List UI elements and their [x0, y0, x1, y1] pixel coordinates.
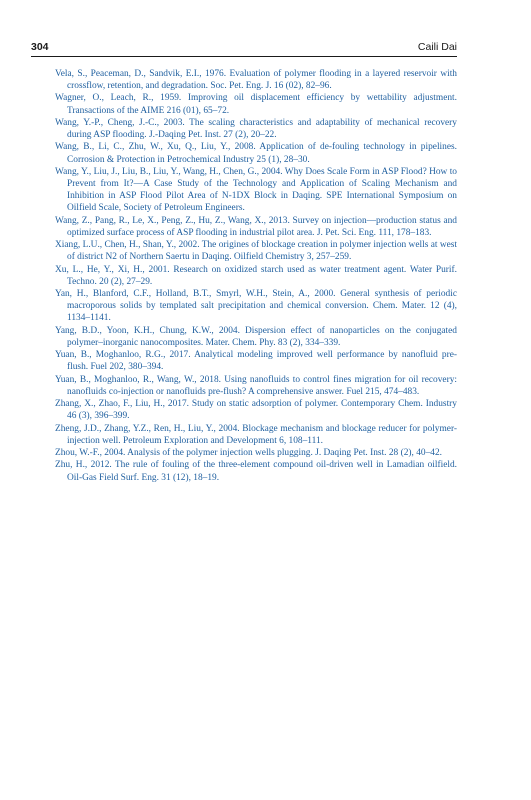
- reference-item[interactable]: Wang, Y., Liu, J., Liu, B., Liu, Y., Wang, H., Chen, G., 2004. Why Does Scale Form in ASP Flood? How to Prevent from It?—A Case Study of the Technology and Application of Scaling Mechanism and Inhibition in ASP Flood Pilot Area of N-1DX Block in Daqing. SPE International Symposium on Oilfield Scale, Society of Petroleum Engineers.: [55, 166, 457, 214]
- reference-item[interactable]: Wang, Z., Pang, R., Le, X., Peng, Z., Hu, Z., Wang, X., 2013. Survey on injection—production status and optimized surface process of ASP flooding in industrial pilot area. J. Pet. Sci. Eng. 111, 178–183.: [55, 215, 457, 238]
- reference-list: [55, 68, 457, 484]
- reference-item[interactable]: Yuan, B., Moghanloo, R.G., 2017. Analytical modeling improved well performance by nanofluid pre-flush. Fuel 202, 380–394.: [55, 350, 457, 373]
- running-head: Caili Dai: [417, 41, 457, 53]
- page-number: 304: [31, 41, 49, 53]
- reference-item[interactable]: Xu, L., He, Y., Xi, H., 2001. Research on oxidized starch used as water treatment agent. Water Purif. Techno. 20 (2), 27–29.: [55, 264, 457, 287]
- reference-item[interactable]: Zhang, X., Zhao, F., Liu, H., 2017. Study on static adsorption of polymer. Contemporary Chem. Industry 46 (3), 396–399.: [55, 399, 457, 422]
- reference-item[interactable]: Wang, Y.-P., Cheng, J.-C., 2003. The scaling characteristics and adaptability of mechanical recovery during ASP flooding. J.-Daqing Pet. Inst. 27 (2), 20–22.: [55, 117, 457, 141]
- reference-item[interactable]: Yuan, B., Moghanloo, R., Wang, W., 2018. Using nanofluids to control fines migration for oil recovery: nanofluids co-injection or nanofluids pre-flush? A comprehensive answer. Fuel 215, 474–483.: [55, 374, 457, 397]
- reference-item[interactable]: Wang, B., Li, C., Zhu, W., Xu, Q., Liu, Y., 2008. Application of de-fouling technology in pipelines. Corrosion & Protection in Petrochemical Industry 25 (1), 28–30.: [55, 142, 457, 165]
- reference-item[interactable]: Xiang, L.U., Chen, H., Shan, Y., 2002. The origines of blockage creation in polymer injection wells at west of district N2 of Northern Saertu in Daqing. Oilfield Chemistry 3, 257–259.: [55, 240, 457, 263]
- reference-item[interactable]: Zhou, W.-F., 2004. Analysis of the polymer injection wells plugging. J. Daqing Pet. Inst. 28 (2), 40–42.: [55, 448, 442, 459]
- reference-item[interactable]: Yan, H., Blanford, C.F., Holland, B.T., Smyrl, W.H., Stein, A., 2000. General synthesis of periodic macroporous solids by templated salt precipitation and chemical conversion. Chem. Mater. 12 (4), 1134–1141.: [55, 289, 457, 324]
- reference-item[interactable]: Wagner, O., Leach, R., 1959. Improving oil displacement efficiency by wettability adjustment. Transactions of the AIME 216 (01), 65–72.: [55, 93, 457, 116]
- page-header: [31, 40, 457, 57]
- reference-item[interactable]: Zheng, J.D., Zhang, Y.Z., Ren, H., Liu, Y., 2004. Blockage mechanism and blockage reducer for polymer-injection well. Petroleum Exploration and Development 6, 108–111.: [55, 423, 457, 446]
- reference-item[interactable]: Vela, S., Peaceman, D., Sandvik, E.I., 1976. Evaluation of polymer flooding in a layered reservoir with crossflow, retention, and degradation. Soc. Pet. Eng. J. 16 (02), 82–96.: [55, 69, 457, 92]
- reference-item[interactable]: Yang, B.D., Yoon, K.H., Chung, K.W., 2004. Dispersion effect of nanoparticles on the conjugated polymer–inorganic nanocomposites. Mater. Chem. Phy. 83 (2), 334–339.: [55, 325, 457, 348]
- reference-item[interactable]: Zhu, H., 2012. The rule of fouling of the three-element compound oil-driven well in Lamadian oilfield. Oil-Gas Field Surf. Eng. 31 (12), 18–19.: [55, 460, 457, 483]
